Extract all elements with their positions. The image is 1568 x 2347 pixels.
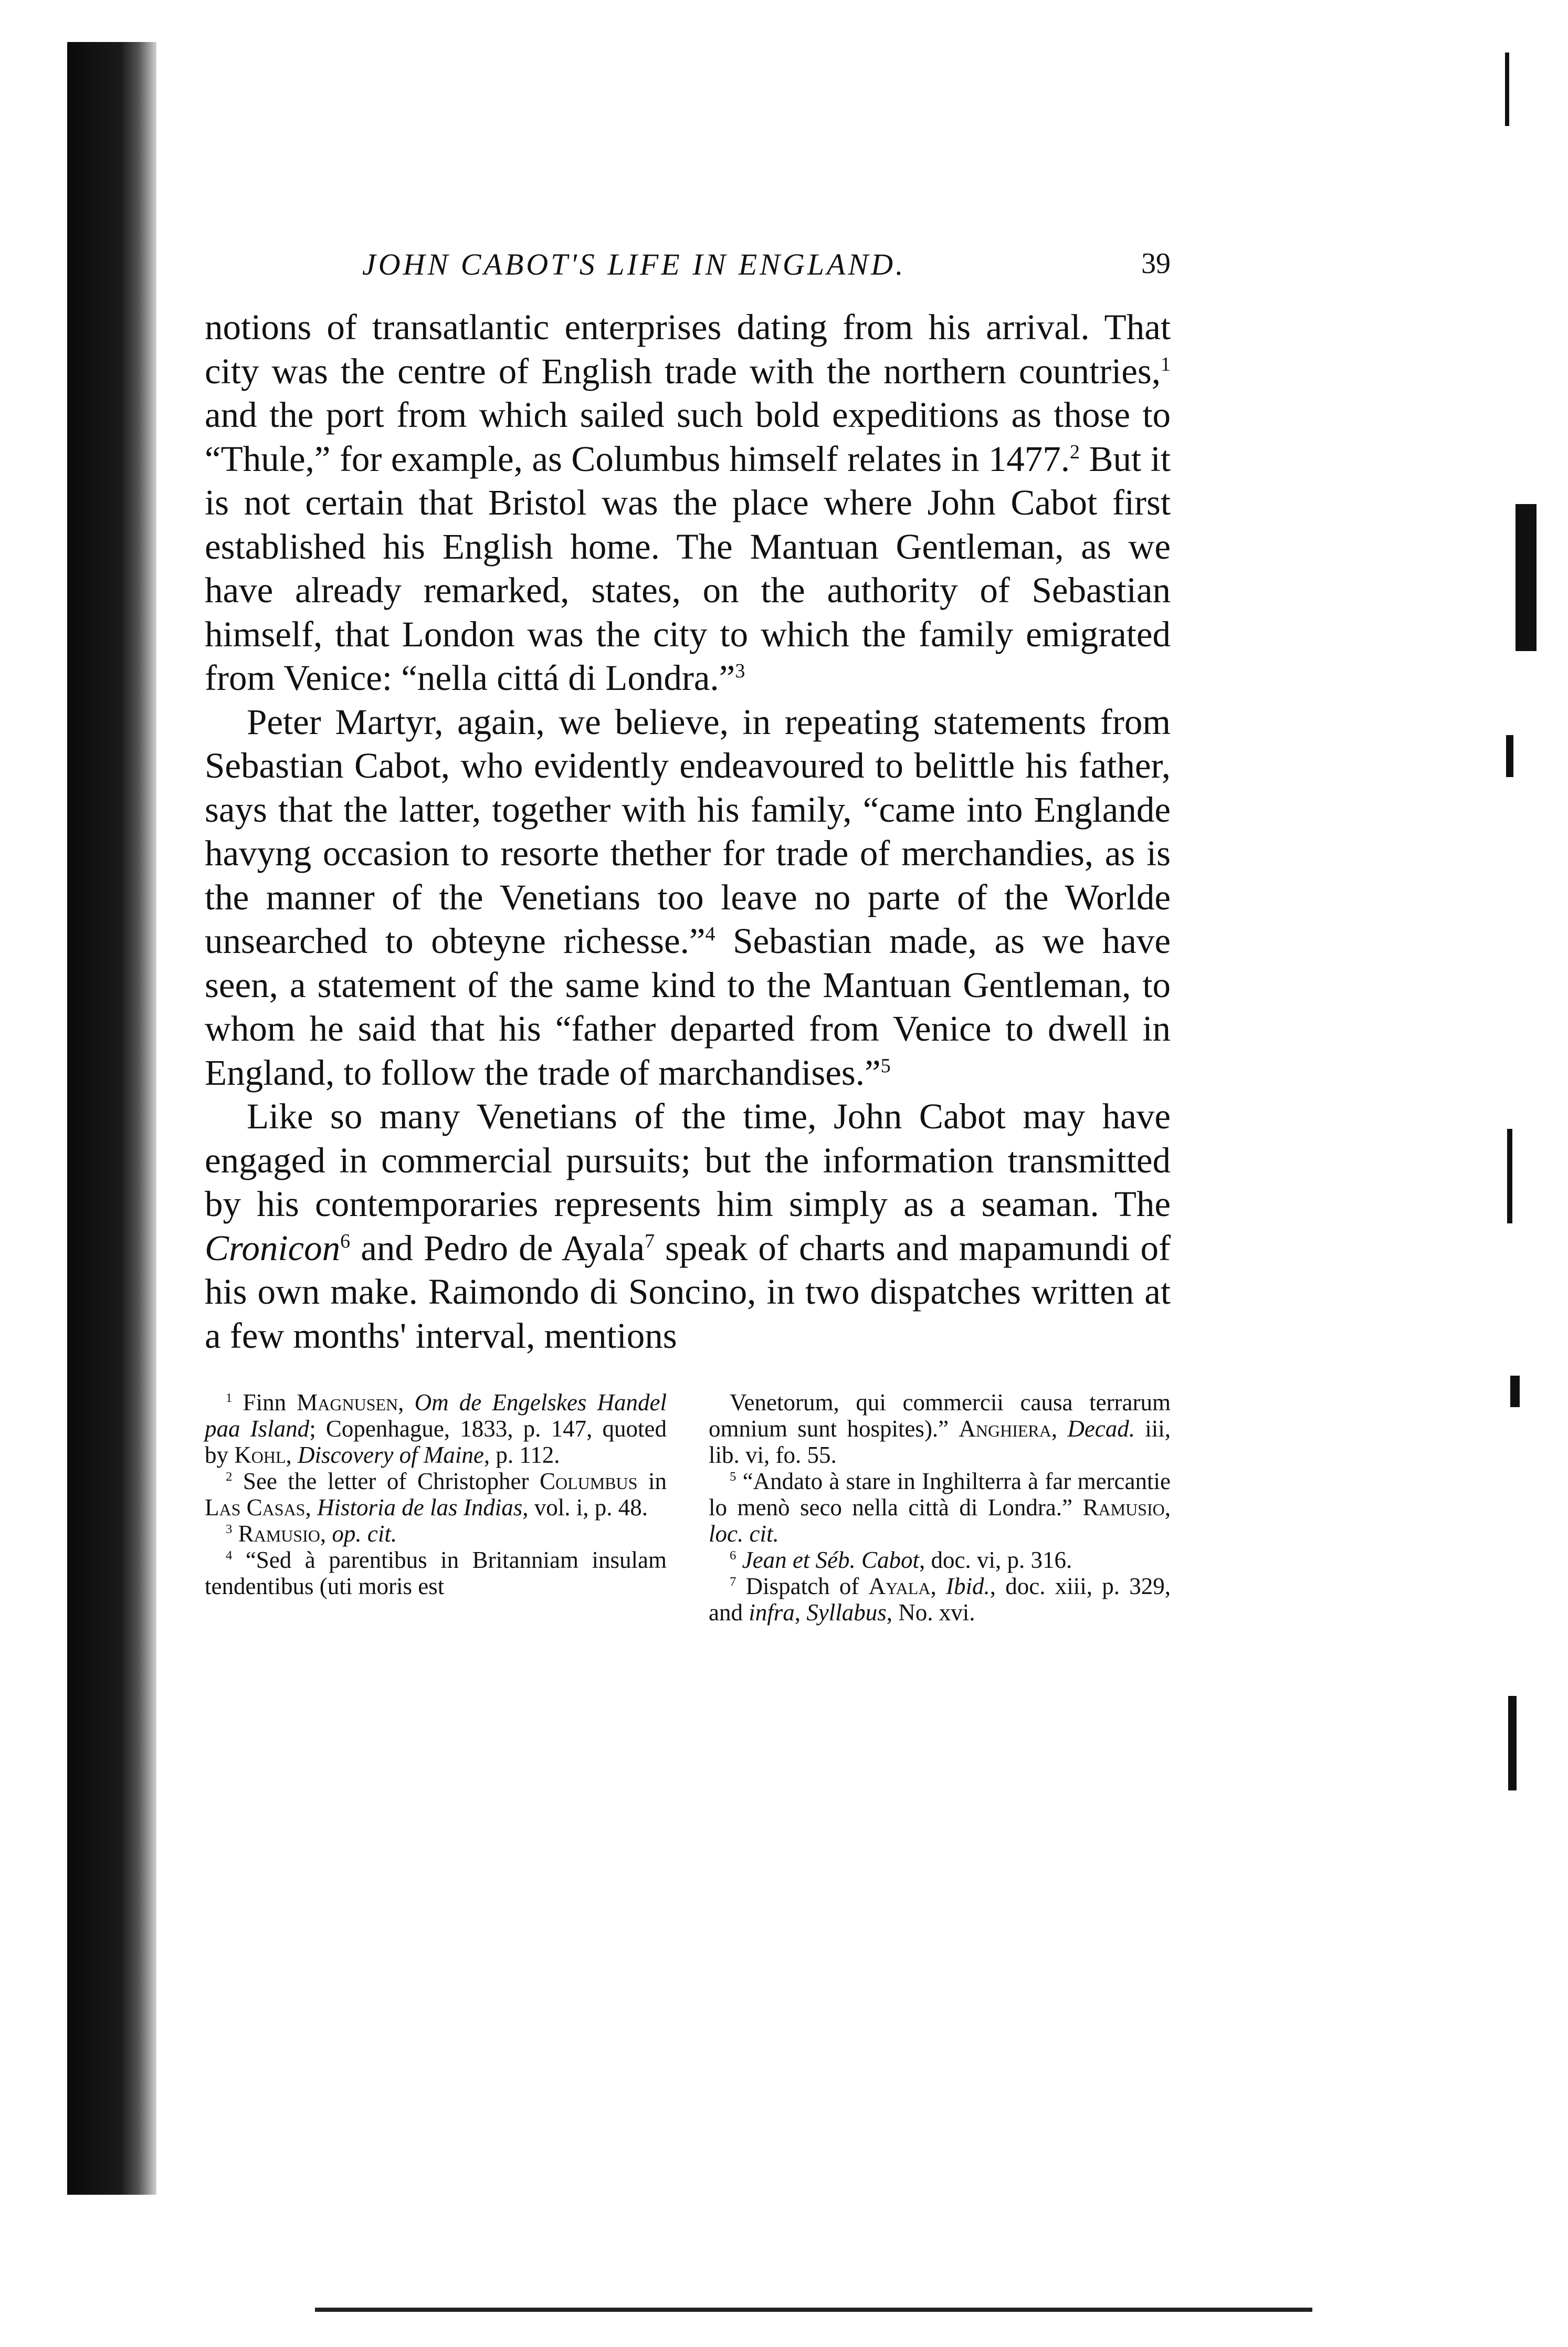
running-title: JOHN CABOT'S LIFE IN ENGLAND. <box>362 247 906 281</box>
footnote-column-right <box>709 1389 1171 1626</box>
italic-text: loc. cit. <box>709 1521 779 1547</box>
footnote: $^5$ “Andato à stare in Inghilterra à far mercantie lo menò seco nella città di Londra.” Ramusio, loc. cit. <box>709 1468 1171 1547</box>
paragraph: Peter Martyr, again, we believe, in repeating statements from Sebastian Cabot, who evidently endeavoured to belittle his father, says that the latter, together with his family, “came into Englande havyng occasion to resorte thether for trade of merchandies, as is the manner of the Venetians too leave no parte of the Worlde unsearched to obteyne richesse.”$^4$ Sebastian made, as we have seen, a statement of the same kind to the Mantuan Gentleman, to whom he said that his “father departed from Venice to dwell in England, to follow the trade of marchandises.”$^5$ <box>205 701 1171 1093</box>
footnote: $^6$ Jean et Séb. Cabot, doc. vi, p. 316. <box>730 1547 1072 1573</box>
footnote: $^3$ Ramusio, op. cit. <box>226 1521 397 1547</box>
footnote: $^2$ See the letter of Christopher Columbus in Las Casas, Historia de las Indias, vol. i, p. 48. <box>205 1468 667 1521</box>
scan-bottom-rule <box>315 2308 1312 2312</box>
small-caps-text: Ramusio <box>238 1521 320 1547</box>
footnote-ref: 3 <box>735 660 745 682</box>
footnote-ref: 5 <box>880 1054 891 1077</box>
italic-text: Historia de las Indias <box>317 1494 523 1521</box>
italic-text: Syllabus <box>806 1599 887 1626</box>
footnotes <box>205 1389 1171 1626</box>
paragraph: notions of transatlantic enterprises dating from his arrival. That city was the centre of English trade with the northern countries,$^1$ and the port from which sailed such bold expeditions as those to “Thule,” for example, as Columbus himself relates in 1477.$^2$ But it is not certain that Bristol was the place where John Cabot first established his English home. The Mantuan Gentleman, as we have already remarked, states, on the authority of Sebastian himself, that London was the city to which the family emigrated from Venice: “nella cittá di Londra.”$^3$ <box>205 307 1171 698</box>
footnote: $^7$ Dispatch of Ayala, Ibid., doc. xiii, p. 329, and infra, Syllabus, No. xvi. <box>709 1573 1171 1626</box>
body-text <box>205 306 1171 1358</box>
footnote-ref: 4 <box>705 923 715 945</box>
small-caps-text: Ramusio <box>1082 1494 1165 1521</box>
footnote-ref: 3 <box>226 1522 233 1536</box>
italic-text: Decad. <box>1067 1416 1135 1442</box>
footnote-ref: 5 <box>730 1470 736 1484</box>
book-page <box>205 247 1171 1626</box>
small-caps-text: Anghiera <box>959 1416 1051 1442</box>
footnote-ref: 4 <box>226 1548 233 1563</box>
footnote-ref: 2 <box>1069 441 1080 463</box>
italic-text: Ibid. <box>945 1573 990 1599</box>
footnote: $^1$ Finn Magnusen, Om de Engelskes Handel paa Island; Copenhague, 1833, p. 147, quoted by Kohl, Discovery of Maine, p. 112. <box>205 1389 667 1468</box>
small-caps-text: Las Casas <box>205 1494 306 1521</box>
page-number: 39 <box>1141 247 1171 280</box>
footnote: Venetorum, qui commercii causa terrarum omnium sunt hospites).” Anghiera, Decad. iii, lib. vi, fo. 55. <box>709 1389 1171 1468</box>
italic-text: Om de Engelskes Handel paa Island <box>205 1389 667 1442</box>
scan-edge-marks <box>1500 53 1547 1890</box>
italic-text: Jean et Séb. Cabot <box>742 1547 920 1573</box>
small-caps-text: Kohl <box>234 1442 286 1468</box>
book-spine-shadow <box>67 42 156 2195</box>
italic-text: infra <box>749 1599 795 1626</box>
footnote-ref: 2 <box>226 1470 233 1484</box>
italic-text: Cronicon <box>205 1228 341 1268</box>
small-caps-text: Magnusen <box>297 1389 398 1416</box>
small-caps-text: Ayala <box>868 1573 931 1599</box>
footnote: $^4$ “Sed à parentibus in Britanniam insulam tendentibus (uti moris est <box>205 1547 667 1599</box>
paragraph: Like so many Venetians of the time, John Cabot may have engaged in commercial pursuits; but the information transmitted by his contemporaries represents him simply as a seaman. The Cronicon$^6$ and Pedro de Ayala$^7$ speak of charts and mapamundi of his own make. Raimondo di Soncino, in two dispatches written at a few months' interval, mentions <box>205 1096 1171 1356</box>
running-head <box>205 247 1171 294</box>
italic-text: op. cit. <box>332 1521 397 1547</box>
italic-text: Discovery of Maine <box>298 1442 484 1468</box>
footnote-ref: 6 <box>730 1548 736 1563</box>
footnote-column-left <box>205 1389 667 1626</box>
footnote-ref: 7 <box>730 1575 736 1589</box>
footnote-ref: 7 <box>645 1230 655 1252</box>
small-caps-text: Columbus <box>539 1468 638 1494</box>
footnote-ref: 1 <box>226 1391 233 1405</box>
footnote-ref: 1 <box>1161 353 1171 375</box>
footnote-ref: 6 <box>340 1230 351 1252</box>
